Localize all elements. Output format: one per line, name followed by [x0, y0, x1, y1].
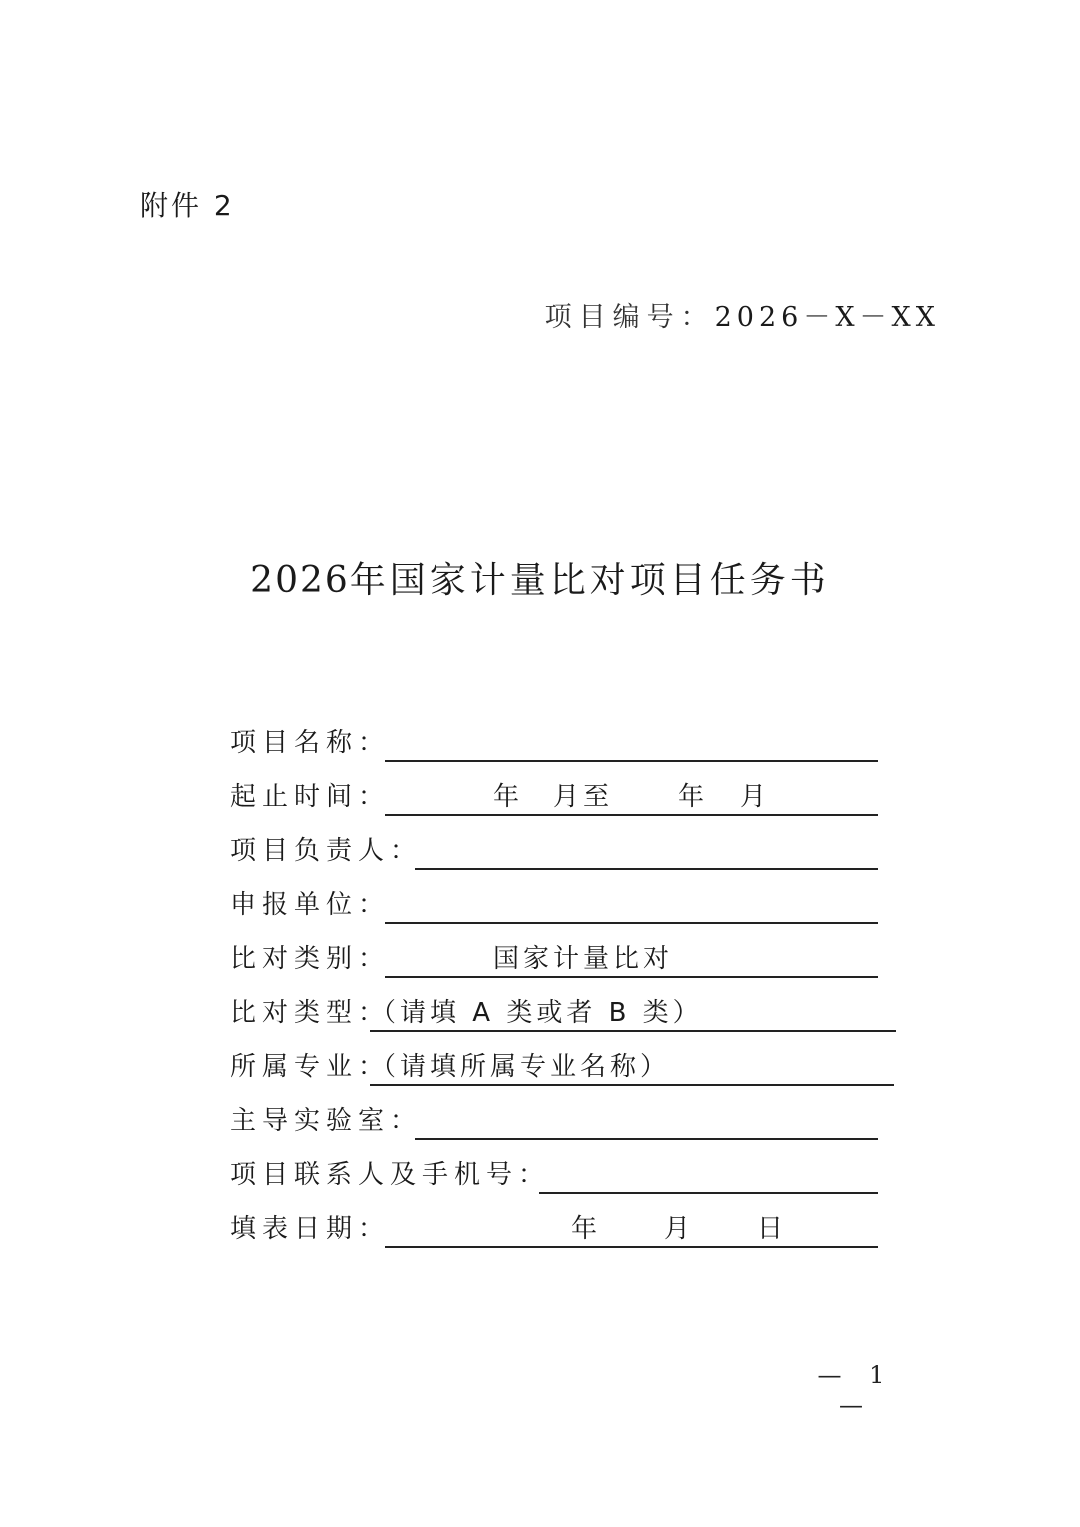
comparison-type-value: （请填 A 类或者 B 类）: [370, 998, 703, 1028]
fill-date-input[interactable]: [385, 1209, 878, 1248]
fill-date-label: 填表日期：: [230, 1214, 391, 1244]
period-month2: 月: [740, 782, 771, 812]
page-number: — 1 —: [817, 1361, 895, 1419]
lead-lab-label: 主导实验室：: [230, 1106, 423, 1136]
fill-date-year: 年: [571, 1214, 602, 1244]
project-name-input[interactable]: [385, 723, 878, 762]
period-input[interactable]: [385, 777, 878, 816]
period-year2: 年: [678, 782, 709, 812]
title-year: 2026: [250, 560, 350, 601]
project-number: [545, 300, 940, 336]
lead-lab-input[interactable]: [415, 1101, 878, 1140]
applicant-unit-label: 申报单位：: [230, 890, 391, 920]
project-number-value: 2026－X－XX: [714, 302, 940, 333]
comparison-type-label: 比对类型：: [230, 998, 391, 1028]
applicant-unit-input[interactable]: [385, 885, 878, 924]
fill-date-month: 月: [664, 1214, 695, 1244]
comparison-category-label: 比对类别：: [230, 944, 391, 974]
contact-label: 项目联系人及手机号：: [230, 1160, 551, 1190]
title-text: 年国家计量比对项目任务书: [349, 560, 830, 601]
specialty-value: （请填所属专业名称）: [370, 1052, 671, 1082]
fill-date-day: 日: [757, 1214, 788, 1244]
project-name-label: 项目名称：: [230, 728, 391, 758]
project-number-label: 项目编号：: [544, 302, 715, 333]
period-year1: 年: [493, 782, 524, 812]
specialty-label: 所属专业：: [230, 1052, 391, 1082]
project-leader-input[interactable]: [415, 831, 878, 870]
project-leader-label: 项目负责人：: [230, 836, 423, 866]
comparison-category-value: 国家计量比对: [493, 944, 674, 974]
contact-input[interactable]: [539, 1155, 878, 1194]
page-title: [0, 558, 1080, 604]
attachment-label: 附件 2: [140, 189, 235, 222]
period-month-to: 月至: [553, 782, 614, 812]
period-label: 起止时间：: [230, 782, 391, 812]
